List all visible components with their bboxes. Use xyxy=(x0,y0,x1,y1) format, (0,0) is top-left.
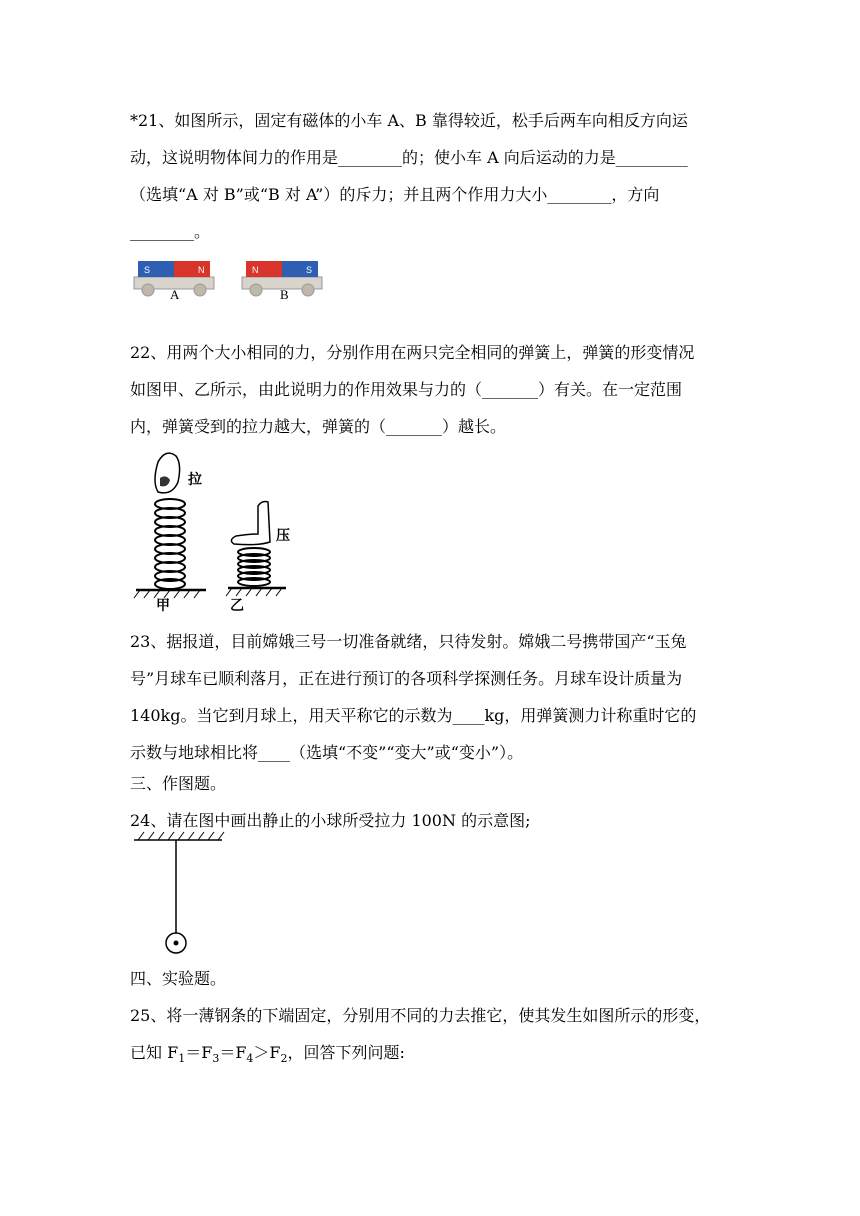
q23-line-2: 号”月球车已顺利落月，正在进行预订的各项科学探测任务。月球车设计质量为 xyxy=(130,669,683,688)
car-a-pole-n: N xyxy=(198,265,205,275)
q25-text-a: 已知 F xyxy=(130,1043,179,1062)
q22-line-3: 内，弹簧受到的拉力越大，弹簧的（_______）越长。 xyxy=(130,417,507,436)
q25-text-d: ＞F xyxy=(253,1043,281,1062)
car-b-pole-s: S xyxy=(306,265,313,275)
car-a xyxy=(134,261,214,302)
springs-figure xyxy=(130,448,310,614)
q23-line-1: 23、据报道，目前嫦娥三号一切准备就绪，只待发射。嫦娥二号携带国产“玉兔 xyxy=(130,632,687,651)
q24-line-1: 24、请在图中画出静止的小球所受拉力 100N 的示意图; xyxy=(130,811,531,830)
q25-sub-1: 1 xyxy=(178,1052,186,1066)
q21-line-4: ________。 xyxy=(130,222,211,241)
q25-sub-4: 4 xyxy=(246,1052,254,1066)
hanging-ball-figure xyxy=(130,828,230,958)
spring-yi xyxy=(226,502,290,615)
question-25 xyxy=(130,997,730,1077)
question-23 xyxy=(130,623,730,771)
car-b xyxy=(242,261,322,302)
q21-line-3: （选填“A 对 B”或“B 对 A”）的斥力；并且两个作用力大小________，方向 xyxy=(130,185,660,204)
ceiling-hatch xyxy=(138,832,224,840)
q23-line-3: 140kg。当它到月球上，用天平称它的示数为____kg，用弹簧测力计称重时它的 xyxy=(130,706,697,725)
section-4-title: 四、实验题。 xyxy=(130,969,227,988)
spring-jia-coils xyxy=(155,499,185,589)
q25-text-b: ＝F xyxy=(185,1043,213,1062)
q25-text-c: ＝F xyxy=(219,1043,247,1062)
label-pull: 拉 xyxy=(188,472,202,488)
q25-line-1: 25、将一薄钢条的下端固定，分别用不同的力去推它，使其发生如图所示的形变， xyxy=(130,1006,711,1025)
q25-sub-3: 3 xyxy=(212,1052,220,1066)
label-yi: 乙 xyxy=(230,598,244,614)
spring-yi-coils xyxy=(238,548,270,586)
car-a-label: A xyxy=(170,287,180,302)
magnet-cars-figure xyxy=(130,255,330,303)
car-a-pole-s: S xyxy=(144,265,151,275)
car-b-pole-n: N xyxy=(252,265,259,275)
label-press: 压 xyxy=(276,528,290,544)
q25-line-2 xyxy=(130,1034,730,1077)
q25-sub-2: 2 xyxy=(280,1052,288,1066)
spring-jia xyxy=(134,453,206,614)
section-3-title: 三、作图题。 xyxy=(130,774,227,793)
question-22 xyxy=(130,334,730,445)
q22-line-2: 如图甲、乙所示，由此说明力的作用效果与力的（_______）有关。在一定范围 xyxy=(130,380,683,399)
q21-line-1: *21、如图所示，固定有磁体的小车 A、B 靠得较近，松手后两车向相反方向运 xyxy=(130,111,688,130)
q25-text-e: ，回答下列问题: xyxy=(287,1043,405,1062)
car-b-label: B xyxy=(280,287,289,302)
q21-line-2: 动，这说明物体间力的作用是________的；使小车 A 向后运动的力是_________ xyxy=(130,148,688,167)
q22-line-1: 22、用两个大小相同的力，分别作用在两只完全相同的弹簧上，弹簧的形变情况 xyxy=(130,343,695,362)
question-21 xyxy=(130,102,730,250)
label-jia: 甲 xyxy=(156,598,170,614)
q23-line-4: 示数与地球相比将____（选填“不变”“变大”或“变小”）。 xyxy=(130,743,524,762)
section-4-heading xyxy=(130,960,730,997)
section-3-heading xyxy=(130,765,730,802)
ball-center-dot xyxy=(174,941,179,946)
